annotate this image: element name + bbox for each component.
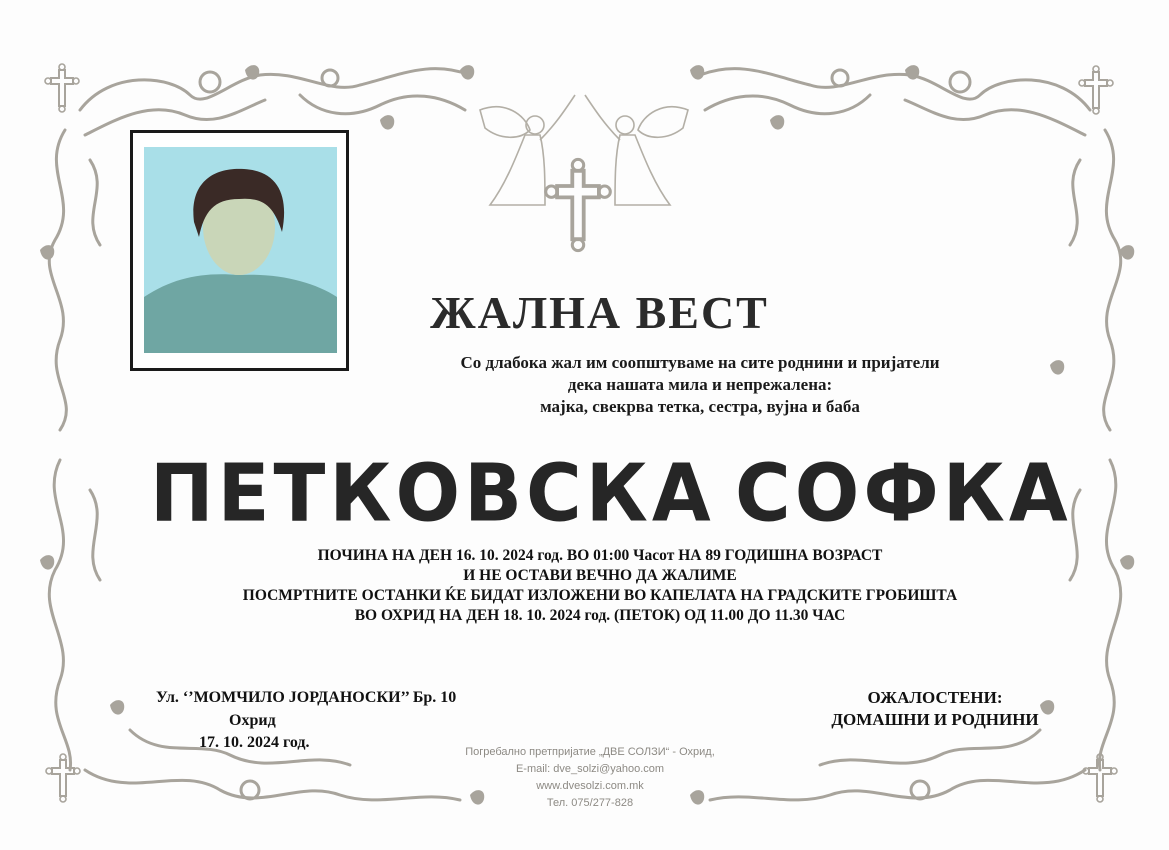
mourners-value: ДОМАШНИ И РОДНИНИ [831, 710, 1039, 729]
agency-phone: Тел. 075/277-828 [546, 797, 634, 809]
intro-line: мајка, свекрва тетка, сестра, вујна и баба [540, 397, 860, 416]
agency-name: Погребално претпријатие „ДВЕ СОЛЗИ“ - Охрид, [465, 746, 715, 758]
details-line: ВО ОХРИД НА ДЕН 18. 10. 2024 год. (ПЕТОК) ОД 11.00 ДО 11.30 ЧАС [354, 607, 846, 624]
address-date: 17. 10. 2024 год. [199, 734, 310, 751]
address-city: Охрид [229, 712, 276, 729]
orthodox-cross-icon [45, 64, 79, 112]
orthodox-cross-icon [1079, 66, 1113, 114]
orthodox-cross-icon [546, 159, 611, 250]
details-line: ПОЧИНА НА ДЕН 16. 10. 2024 год. ВО 01:00 Часот НА 89 ГОДИШНА ВОЗРАСТ [317, 547, 883, 564]
agency-email: E-mail: dve_solzi@yahoo.com [515, 763, 665, 775]
mourners-label: ОЖАЛОСТЕНИ: [867, 688, 1003, 707]
page-title: ЖАЛНА ВЕСТ [430, 287, 769, 338]
orthodox-cross-icon [46, 754, 80, 802]
deceased-given-name: СОФКА [735, 445, 1072, 540]
angel-icon [480, 95, 575, 205]
deceased-surname: ПЕТКОВСКА [150, 445, 715, 540]
details-line: ПОСМРТНИТЕ ОСТАНКИ ЌЕ БИДАТ ИЗЛОЖЕНИ ВО КАПЕЛАТА НА ГРАДСКИТЕ ГРОБИШТА [242, 587, 958, 604]
agency-website: www.dvesolzi.com.mk [536, 780, 644, 792]
intro-line: дека нашата мила и непрежалена: [567, 375, 833, 394]
intro-line: Со длабока жал им соопштуваме на сите роднини и пријатели [460, 353, 940, 372]
details-line: И НЕ ОСТАВИ ВЕЧНО ДА ЖАЛИМЕ [463, 567, 737, 584]
address-street: Ул. ‘’МОМЧИЛО ЈОРДАНОСКИ’’ Бр. 10 [156, 689, 457, 706]
